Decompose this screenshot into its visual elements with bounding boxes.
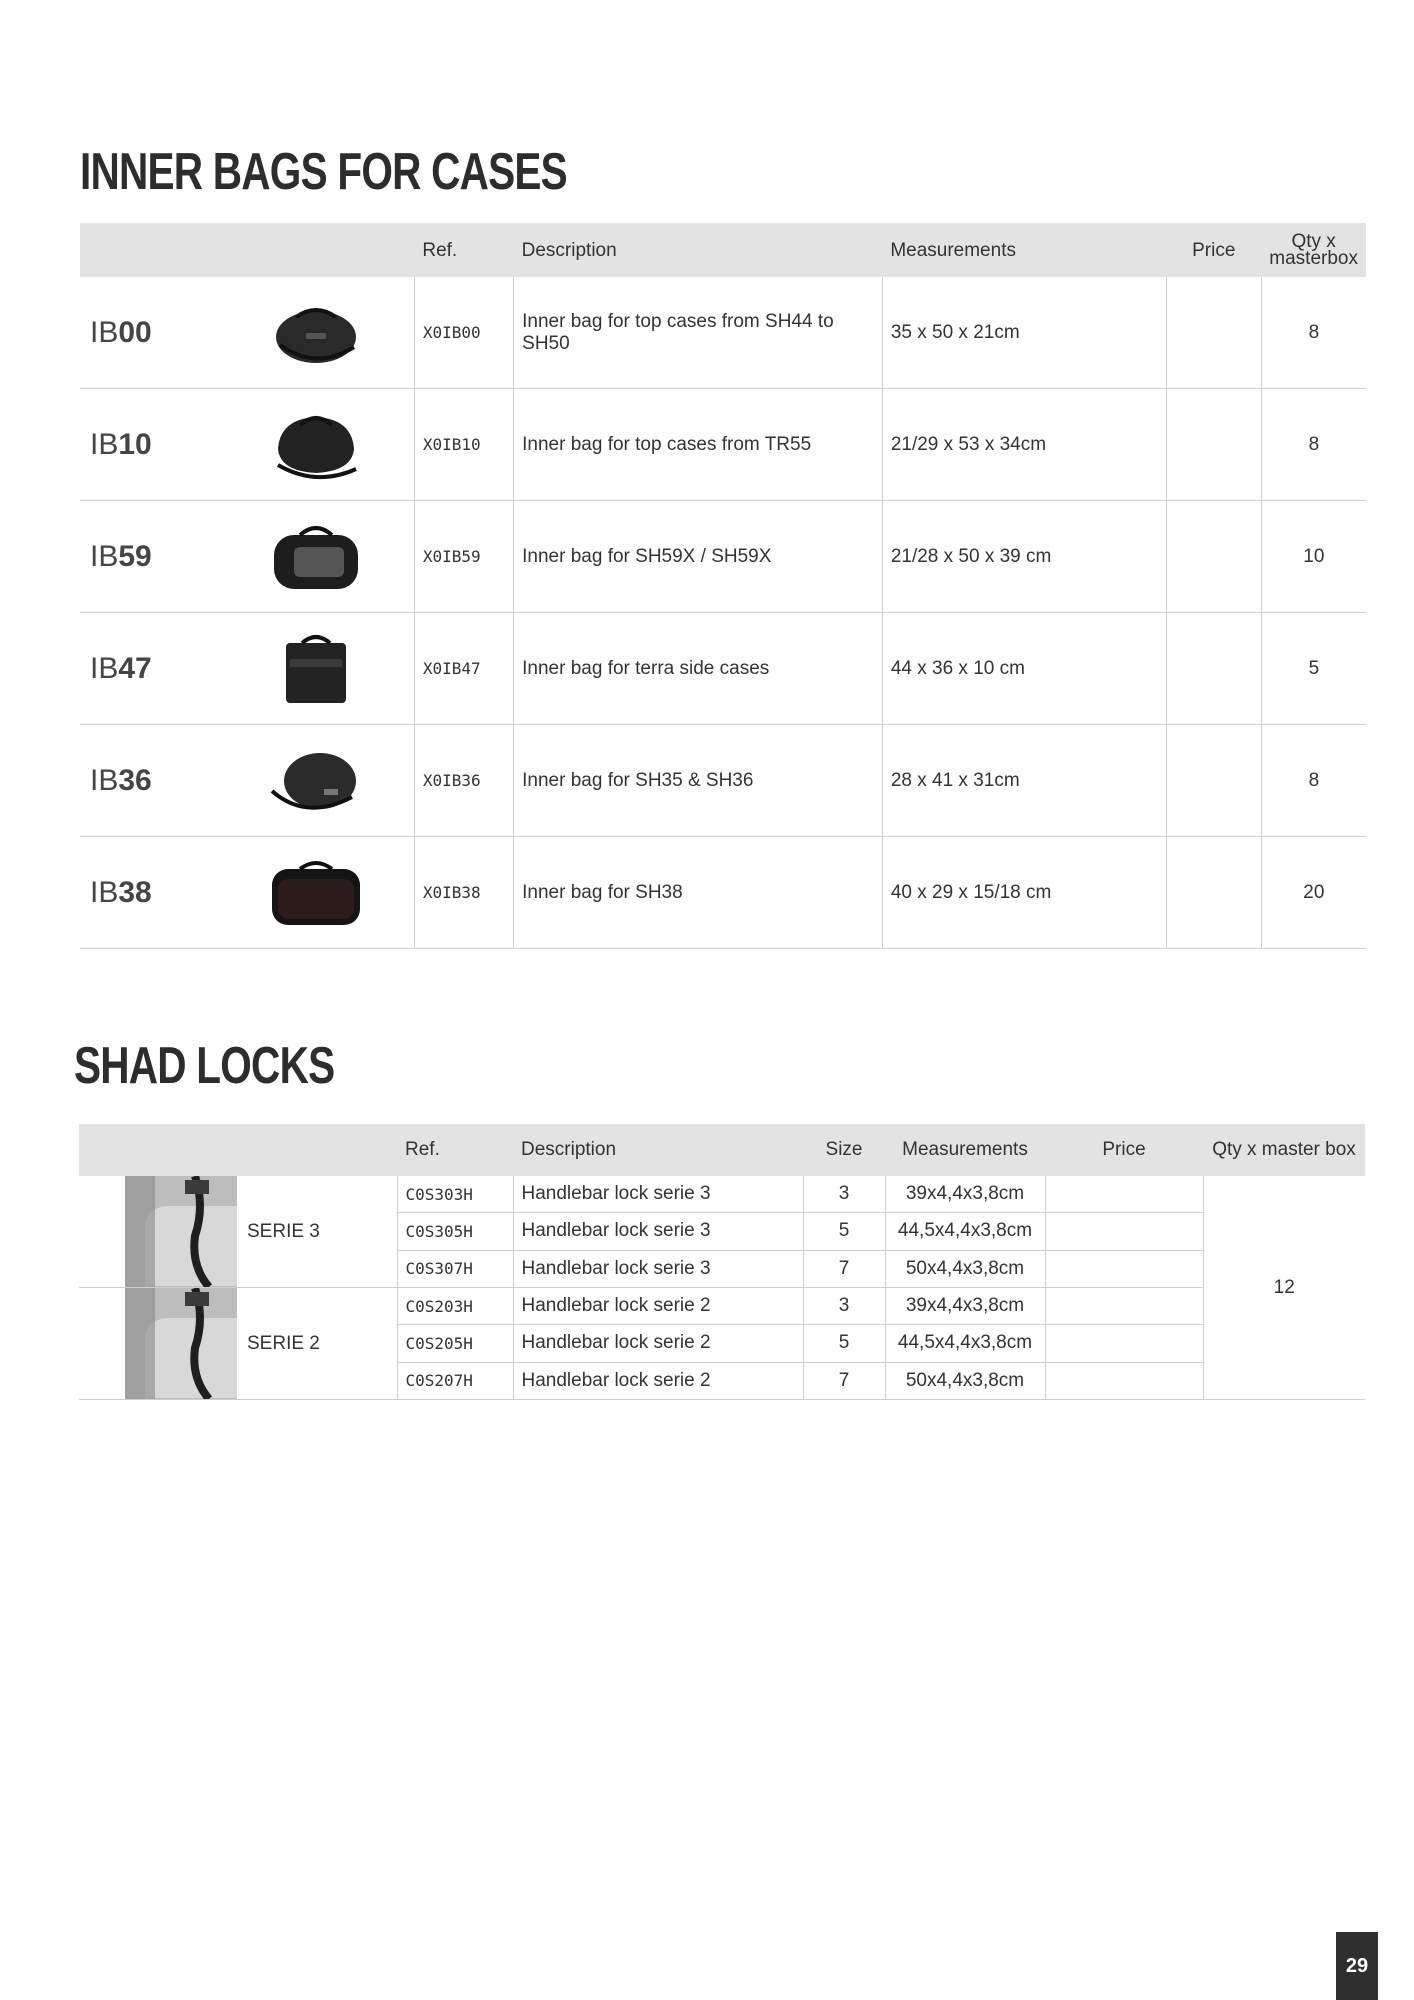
measurements-cell: 39x4,4x3,8cm: [885, 1176, 1045, 1213]
description-cell: Handlebar lock serie 2: [513, 1362, 803, 1399]
qty-cell: 5: [1261, 613, 1366, 725]
page-number: 29: [1336, 1932, 1378, 2000]
table-header-row: [79, 1124, 1365, 1176]
inner-bags-table: [80, 223, 1366, 949]
description-cell: Handlebar lock serie 3: [513, 1250, 803, 1287]
header-qty-line2: masterbox: [1269, 248, 1358, 269]
description-cell: Inner bag for SH35 & SH36: [514, 725, 883, 837]
product-code-prefix: IB: [90, 315, 119, 349]
ref-cell: X0IB47: [414, 613, 513, 725]
serie-label: SERIE 2: [239, 1288, 397, 1400]
qty-cell: 10: [1261, 501, 1366, 613]
table-row: [80, 389, 1366, 501]
product-code: [80, 725, 248, 837]
shad-locks-table: [79, 1124, 1365, 1400]
table-row: [80, 725, 1366, 837]
measurements-cell: 35 x 50 x 21cm: [882, 277, 1166, 389]
description-cell: Inner bag for SH59X / SH59X: [514, 501, 883, 613]
product-image: [248, 725, 415, 837]
measurements-cell: 50x4,4x3,8cm: [885, 1362, 1045, 1399]
ref-cell: C0S307H: [397, 1250, 513, 1287]
header-price: Price: [1045, 1124, 1203, 1176]
description-cell: Handlebar lock serie 3: [513, 1176, 803, 1213]
description-cell: Inner bag for terra side cases: [514, 613, 883, 725]
price-cell: [1166, 725, 1261, 837]
product-code-number: 47: [118, 651, 152, 685]
header-measurements: Measurements: [885, 1124, 1045, 1176]
table-row: [80, 613, 1366, 725]
product-code-prefix: IB: [90, 427, 119, 461]
qty-cell: 8: [1261, 277, 1366, 389]
header-qty: Qty x master box: [1203, 1124, 1365, 1176]
product-code-prefix: IB: [90, 875, 119, 909]
header-ref: Ref.: [414, 223, 513, 277]
measurements-cell: 44 x 36 x 10 cm: [882, 613, 1166, 725]
price-cell: [1045, 1325, 1203, 1362]
qty-cell: 20: [1261, 837, 1366, 949]
size-cell: 3: [803, 1176, 885, 1213]
product-code: [80, 837, 248, 949]
product-code-prefix: IB: [90, 763, 119, 797]
product-code-prefix: IB: [90, 651, 119, 685]
size-cell: 5: [803, 1213, 885, 1250]
table-row: [80, 501, 1366, 613]
measurements-cell: 40 x 29 x 15/18 cm: [882, 837, 1166, 949]
description-cell: Inner bag for SH38: [514, 837, 883, 949]
measurements-cell: 21/28 x 50 x 39 cm: [882, 501, 1166, 613]
price-cell: [1045, 1362, 1203, 1399]
product-image: [248, 277, 415, 389]
measurements-cell: 28 x 41 x 31cm: [882, 725, 1166, 837]
product-code: [80, 277, 248, 389]
table-row: [80, 837, 1366, 949]
shad-locks-title: SHAD LOCKS: [74, 1037, 335, 1095]
price-cell: [1166, 501, 1261, 613]
description-cell: Handlebar lock serie 2: [513, 1325, 803, 1362]
ref-cell: X0IB59: [414, 501, 513, 613]
description-cell: Handlebar lock serie 3: [513, 1213, 803, 1250]
table-row: [79, 1288, 1365, 1325]
measurements-cell: 39x4,4x3,8cm: [885, 1288, 1045, 1325]
measurements-cell: 50x4,4x3,8cm: [885, 1250, 1045, 1287]
ref-cell: X0IB10: [414, 389, 513, 501]
ref-cell: C0S207H: [397, 1362, 513, 1399]
inner-bags-title: INNER BAGS FOR CASES: [80, 143, 567, 201]
table-row: [79, 1176, 1365, 1213]
size-cell: 3: [803, 1288, 885, 1325]
header-qty-line1: Qty x: [1291, 231, 1336, 252]
qty-cell: 8: [1261, 725, 1366, 837]
size-cell: 7: [803, 1250, 885, 1287]
serie-label: SERIE 3: [239, 1176, 397, 1288]
qty-cell: 12: [1203, 1176, 1365, 1400]
price-cell: [1045, 1250, 1203, 1287]
price-cell: [1166, 389, 1261, 501]
price-cell: [1166, 837, 1261, 949]
price-cell: [1166, 277, 1261, 389]
ref-cell: C0S305H: [397, 1213, 513, 1250]
product-code: [80, 389, 248, 501]
ref-cell: X0IB38: [414, 837, 513, 949]
product-code-number: 10: [118, 427, 152, 461]
description-cell: Inner bag for top cases from SH44 to SH50: [514, 277, 883, 389]
product-code-number: 59: [118, 539, 152, 573]
ref-cell: C0S205H: [397, 1325, 513, 1362]
header-ref: Ref.: [397, 1124, 513, 1176]
ref-cell: C0S303H: [397, 1176, 513, 1213]
measurements-cell: 44,5x4,4x3,8cm: [885, 1325, 1045, 1362]
price-cell: [1166, 613, 1261, 725]
lock-image: [79, 1176, 239, 1288]
product-code-prefix: IB: [90, 539, 119, 573]
lock-image: [79, 1288, 239, 1400]
measurements-cell: 44,5x4,4x3,8cm: [885, 1213, 1045, 1250]
description-cell: Handlebar lock serie 2: [513, 1288, 803, 1325]
price-cell: [1045, 1288, 1203, 1325]
size-cell: 7: [803, 1362, 885, 1399]
header-description: Description: [514, 223, 883, 277]
header-qty: [1261, 223, 1366, 277]
product-image: [248, 389, 415, 501]
header-description: Description: [513, 1124, 803, 1176]
qty-cell: 8: [1261, 389, 1366, 501]
table-row: [80, 277, 1366, 389]
price-cell: [1045, 1176, 1203, 1213]
product-code-number: 38: [118, 875, 152, 909]
price-cell: [1045, 1213, 1203, 1250]
product-code-number: 36: [118, 763, 152, 797]
product-image: [248, 613, 415, 725]
product-code: [80, 501, 248, 613]
ref-cell: X0IB36: [414, 725, 513, 837]
header-price: Price: [1166, 223, 1261, 277]
ref-cell: C0S203H: [397, 1288, 513, 1325]
product-code-number: 00: [118, 315, 152, 349]
header-measurements: Measurements: [882, 223, 1166, 277]
product-image: [248, 837, 415, 949]
product-image: [248, 501, 415, 613]
ref-cell: X0IB00: [414, 277, 513, 389]
product-code: [80, 613, 248, 725]
measurements-cell: 21/29 x 53 x 34cm: [882, 389, 1166, 501]
size-cell: 5: [803, 1325, 885, 1362]
header-size: Size: [803, 1124, 885, 1176]
table-header-row: [80, 223, 1366, 277]
description-cell: Inner bag for top cases from TR55: [514, 389, 883, 501]
